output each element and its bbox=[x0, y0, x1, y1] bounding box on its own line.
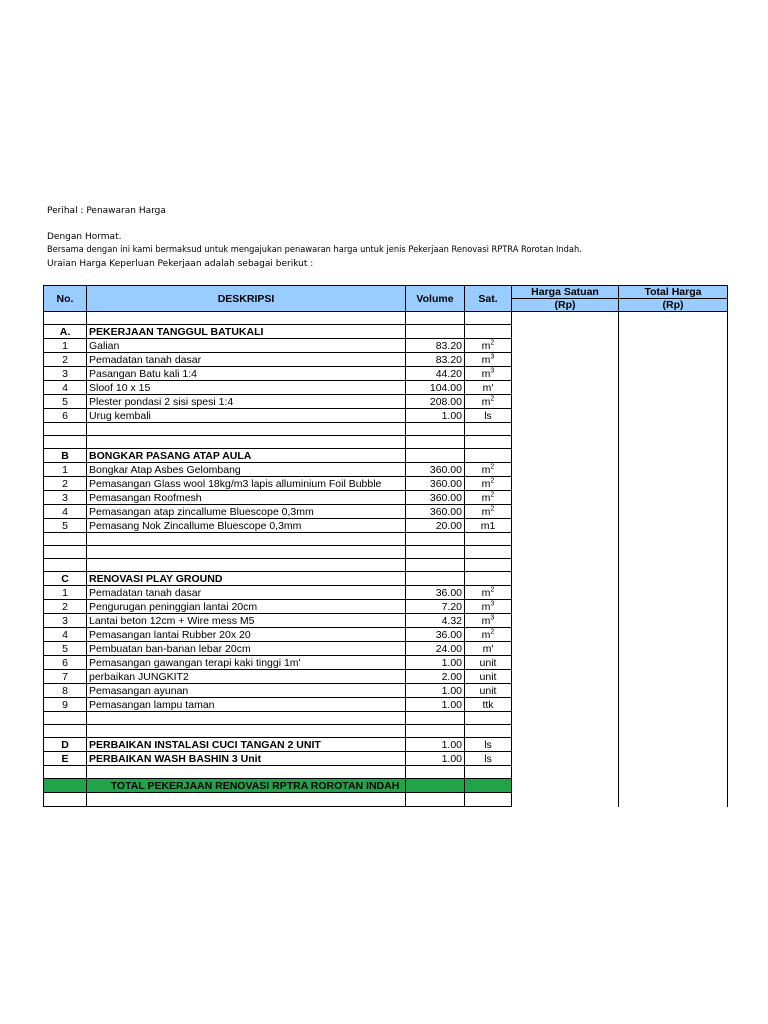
empty-cell bbox=[619, 533, 728, 546]
unit-cell bbox=[465, 395, 512, 409]
blank-row bbox=[44, 766, 728, 779]
total-price-cell bbox=[619, 779, 728, 793]
unit-price-cell bbox=[512, 449, 619, 463]
unit-text: m bbox=[481, 367, 491, 380]
item-volume: 104.00 bbox=[406, 381, 465, 395]
item-number: 2 bbox=[44, 600, 87, 614]
empty-cell bbox=[87, 766, 406, 779]
unit-price-cell bbox=[512, 642, 619, 656]
empty-cell bbox=[406, 449, 465, 463]
letter-salutation: Dengan Hormat. bbox=[47, 232, 122, 242]
section-title: PERBAIKAN INSTALASI CUCI TANGAN 2 UNIT bbox=[87, 738, 406, 752]
item-number: 1 bbox=[44, 463, 87, 477]
total-cell bbox=[44, 779, 87, 793]
item-description: Bongkar Atap Asbes Gelombang bbox=[87, 463, 406, 477]
item-number: 3 bbox=[44, 491, 87, 505]
item-number: 3 bbox=[44, 367, 87, 381]
unit-text: ls bbox=[484, 409, 492, 422]
total-price-cell bbox=[619, 572, 728, 586]
item-volume: 360.00 bbox=[406, 505, 465, 519]
unit-exponent: 2 bbox=[490, 586, 495, 593]
table-row bbox=[44, 381, 728, 395]
unit-text: m' bbox=[482, 381, 494, 394]
unit-price-cell bbox=[512, 752, 619, 766]
item-number: 1 bbox=[44, 339, 87, 353]
section-title: BONGKAR PASANG ATAP AULA bbox=[87, 449, 406, 463]
item-volume: 1.00 bbox=[406, 656, 465, 670]
unit-exponent: 3 bbox=[490, 353, 495, 360]
unit-cell bbox=[465, 628, 512, 642]
table-row bbox=[44, 491, 728, 505]
unit-cell bbox=[465, 367, 512, 381]
empty-cell bbox=[465, 546, 512, 559]
empty-cell bbox=[87, 712, 406, 725]
empty-cell bbox=[619, 712, 728, 725]
item-description: Pemasangan Roofmesh bbox=[87, 491, 406, 505]
empty-cell bbox=[465, 725, 512, 738]
total-price-cell bbox=[619, 325, 728, 339]
header-volume: Volume bbox=[406, 286, 465, 312]
section-number: E bbox=[44, 752, 87, 766]
item-number: 8 bbox=[44, 684, 87, 698]
blank-row bbox=[44, 533, 728, 546]
item-number: 6 bbox=[44, 656, 87, 670]
table-row bbox=[44, 463, 728, 477]
empty-cell bbox=[44, 793, 87, 807]
unit-text: m bbox=[481, 614, 491, 627]
unit-cell bbox=[465, 586, 512, 600]
table-row bbox=[44, 353, 728, 367]
table-row bbox=[44, 614, 728, 628]
total-price-cell bbox=[619, 656, 728, 670]
item-number: 4 bbox=[44, 628, 87, 642]
empty-cell bbox=[512, 533, 619, 546]
blank-row bbox=[44, 546, 728, 559]
section-title: PERBAIKAN WASH BASHIN 3 Unit bbox=[87, 752, 406, 766]
item-number: 4 bbox=[44, 381, 87, 395]
letter-paragraph-1: Bersama dengan ini kami bermaksud untuk mengajukan penawaran harga untuk jenis Pekerjaan Renovasi RPTRA Rorotan Indah. bbox=[47, 245, 582, 255]
item-volume: 1.00 bbox=[406, 684, 465, 698]
table-row bbox=[44, 395, 728, 409]
blank-row bbox=[44, 725, 728, 738]
empty-cell bbox=[406, 766, 465, 779]
unit-price-cell bbox=[512, 698, 619, 712]
empty-cell bbox=[512, 312, 619, 325]
total-price-cell bbox=[619, 628, 728, 642]
unit-price-cell bbox=[512, 491, 619, 505]
empty-cell bbox=[465, 766, 512, 779]
unit-text: m1 bbox=[480, 519, 496, 532]
section-header-row bbox=[44, 325, 728, 339]
empty-cell bbox=[87, 725, 406, 738]
unit-price-cell bbox=[512, 367, 619, 381]
empty-cell bbox=[44, 559, 87, 572]
unit-price-cell bbox=[512, 353, 619, 367]
unit-price-cell bbox=[512, 505, 619, 519]
header-total-harga-unit: (Rp) bbox=[619, 299, 728, 312]
item-volume: 83.20 bbox=[406, 339, 465, 353]
blank-row bbox=[44, 712, 728, 725]
item-description: Pembuatan ban-banan lebar 20cm bbox=[87, 642, 406, 656]
table-row bbox=[44, 670, 728, 684]
item-description: Urug kembali bbox=[87, 409, 406, 423]
letter-subject: Perihal : Penawaran Harga bbox=[47, 206, 166, 216]
total-price-cell bbox=[619, 409, 728, 423]
empty-cell bbox=[619, 546, 728, 559]
section-header-row bbox=[44, 572, 728, 586]
unit-text: m bbox=[481, 477, 491, 490]
unit-text: unit bbox=[479, 684, 497, 697]
empty-cell bbox=[87, 436, 406, 449]
item-description: Pemasangan lantai Rubber 20x 20 bbox=[87, 628, 406, 642]
total-price-cell bbox=[619, 698, 728, 712]
unit-cell: ls bbox=[465, 738, 512, 752]
unit-text: m' bbox=[482, 642, 494, 655]
total-price-cell bbox=[619, 367, 728, 381]
table-row bbox=[44, 698, 728, 712]
unit-price-cell bbox=[512, 670, 619, 684]
table-body bbox=[44, 312, 728, 807]
header-harga-satuan: Harga Satuan bbox=[512, 286, 619, 299]
total-price-cell bbox=[619, 449, 728, 463]
section-number: B bbox=[44, 449, 87, 463]
empty-cell bbox=[465, 572, 512, 586]
item-volume: 44.20 bbox=[406, 367, 465, 381]
total-price-cell bbox=[619, 463, 728, 477]
unit-price-cell bbox=[512, 463, 619, 477]
table-row bbox=[44, 477, 728, 491]
empty-cell bbox=[44, 423, 87, 436]
total-price-cell bbox=[619, 519, 728, 533]
letter-paragraph-2: Uraian Harga Keperluan Pekerjaan adalah sebagai berikut : bbox=[47, 259, 314, 269]
section-title: RENOVASI PLAY GROUND bbox=[87, 572, 406, 586]
unit-exponent: 2 bbox=[490, 395, 495, 402]
unit-exponent: 2 bbox=[490, 491, 495, 498]
unit-exponent: 2 bbox=[490, 505, 495, 512]
empty-cell bbox=[406, 312, 465, 325]
section-header-row bbox=[44, 738, 728, 752]
unit-exponent: 3 bbox=[490, 614, 495, 621]
unit-text: m bbox=[481, 600, 491, 613]
unit-cell bbox=[465, 409, 512, 423]
item-description: Pasangan Batu kali 1:4 bbox=[87, 367, 406, 381]
unit-cell: ls bbox=[465, 752, 512, 766]
total-price-cell bbox=[619, 477, 728, 491]
section-header-row bbox=[44, 449, 728, 463]
blank-row bbox=[44, 423, 728, 436]
unit-text: m bbox=[481, 463, 491, 476]
unit-cell bbox=[465, 698, 512, 712]
unit-exponent: 2 bbox=[490, 463, 495, 470]
unit-cell bbox=[465, 684, 512, 698]
item-description: Pemadatan tanah dasar bbox=[87, 586, 406, 600]
unit-cell bbox=[465, 614, 512, 628]
item-volume: 20.00 bbox=[406, 519, 465, 533]
unit-exponent: 3 bbox=[490, 367, 495, 374]
item-volume: 83.20 bbox=[406, 353, 465, 367]
empty-cell bbox=[406, 423, 465, 436]
header-sat: Sat. bbox=[465, 286, 512, 312]
table-row bbox=[44, 586, 728, 600]
empty-cell bbox=[619, 423, 728, 436]
section-title: PEKERJAAN TANGGUL BATUKALI bbox=[87, 325, 406, 339]
empty-cell bbox=[512, 546, 619, 559]
header-no: No. bbox=[44, 286, 87, 312]
empty-cell bbox=[87, 312, 406, 325]
empty-cell bbox=[619, 559, 728, 572]
unit-text: m bbox=[481, 339, 491, 352]
total-price-cell bbox=[619, 339, 728, 353]
unit-price-cell bbox=[512, 409, 619, 423]
unit-cell bbox=[465, 600, 512, 614]
empty-cell bbox=[406, 712, 465, 725]
unit-text: ttk bbox=[482, 698, 494, 711]
item-description: perbaikan JUNGKIT2 bbox=[87, 670, 406, 684]
unit-cell bbox=[465, 463, 512, 477]
unit-cell bbox=[465, 670, 512, 684]
item-volume: 360.00 bbox=[406, 491, 465, 505]
table-row bbox=[44, 367, 728, 381]
empty-cell bbox=[87, 793, 406, 807]
unit-text: m bbox=[481, 353, 491, 366]
total-price-cell bbox=[619, 395, 728, 409]
item-description: Pemasang Nok Zincallume Bluescope 0,3mm bbox=[87, 519, 406, 533]
empty-cell bbox=[406, 546, 465, 559]
item-volume: 208.00 bbox=[406, 395, 465, 409]
unit-price-cell bbox=[512, 684, 619, 698]
total-price-cell bbox=[619, 505, 728, 519]
unit-price-cell bbox=[512, 779, 619, 793]
item-volume: 7.20 bbox=[406, 600, 465, 614]
item-number: 5 bbox=[44, 395, 87, 409]
empty-cell bbox=[619, 312, 728, 325]
item-description: Sloof 10 x 15 bbox=[87, 381, 406, 395]
price-quote-table bbox=[43, 285, 728, 807]
total-price-cell bbox=[619, 600, 728, 614]
unit-exponent: 3 bbox=[490, 600, 495, 607]
empty-cell bbox=[512, 559, 619, 572]
table-row bbox=[44, 519, 728, 533]
total-cell bbox=[465, 779, 512, 793]
empty-cell bbox=[44, 725, 87, 738]
empty-cell bbox=[44, 436, 87, 449]
empty-cell bbox=[619, 793, 728, 807]
unit-exponent: 2 bbox=[490, 339, 495, 346]
item-number: 3 bbox=[44, 614, 87, 628]
total-price-cell bbox=[619, 586, 728, 600]
total-price-cell bbox=[619, 381, 728, 395]
unit-cell bbox=[465, 339, 512, 353]
unit-cell bbox=[465, 381, 512, 395]
item-volume: 36.00 bbox=[406, 628, 465, 642]
empty-cell bbox=[44, 546, 87, 559]
empty-cell bbox=[465, 423, 512, 436]
total-price-cell bbox=[619, 670, 728, 684]
unit-price-cell bbox=[512, 600, 619, 614]
unit-price-cell bbox=[512, 395, 619, 409]
unit-price-cell bbox=[512, 738, 619, 752]
unit-text: m bbox=[481, 586, 491, 599]
item-description: Pemasangan lampu taman bbox=[87, 698, 406, 712]
empty-cell bbox=[87, 546, 406, 559]
total-price-cell bbox=[619, 614, 728, 628]
empty-cell bbox=[465, 712, 512, 725]
empty-cell bbox=[406, 572, 465, 586]
item-number: 7 bbox=[44, 670, 87, 684]
empty-cell bbox=[465, 533, 512, 546]
total-price-cell bbox=[619, 353, 728, 367]
unit-price-cell bbox=[512, 519, 619, 533]
item-volume: 2.00 bbox=[406, 670, 465, 684]
unit-price-cell bbox=[512, 325, 619, 339]
item-number: 1 bbox=[44, 586, 87, 600]
empty-cell bbox=[87, 559, 406, 572]
item-description: Pemasangan ayunan bbox=[87, 684, 406, 698]
unit-cell bbox=[465, 519, 512, 533]
item-description: Pemasangan gawangan terapi kaki tinggi 1m' bbox=[87, 656, 406, 670]
header-deskripsi: DESKRIPSI bbox=[87, 286, 406, 312]
empty-cell bbox=[619, 766, 728, 779]
total-row bbox=[44, 779, 728, 793]
empty-cell bbox=[512, 793, 619, 807]
empty-cell bbox=[512, 766, 619, 779]
empty-cell bbox=[619, 725, 728, 738]
item-description: Lantai beton 12cm + Wire mess M5 bbox=[87, 614, 406, 628]
unit-exponent: 2 bbox=[490, 628, 495, 635]
item-description: Pengurugan peninggian lantai 20cm bbox=[87, 600, 406, 614]
item-description: Pemasangan Glass wool 18kg/m3 lapis alluminium Foil Bubble bbox=[87, 477, 406, 491]
item-description: Pemadatan tanah dasar bbox=[87, 353, 406, 367]
table-row bbox=[44, 642, 728, 656]
section-number: C bbox=[44, 572, 87, 586]
blank-row bbox=[44, 793, 728, 807]
unit-price-cell bbox=[512, 381, 619, 395]
unit-price-cell bbox=[512, 339, 619, 353]
unit-cell bbox=[465, 642, 512, 656]
empty-cell bbox=[465, 559, 512, 572]
table-row bbox=[44, 409, 728, 423]
empty-cell bbox=[406, 793, 465, 807]
empty-cell bbox=[87, 423, 406, 436]
unit-text: m bbox=[481, 628, 491, 641]
blank-row bbox=[44, 312, 728, 325]
empty-cell bbox=[619, 436, 728, 449]
empty-cell bbox=[406, 325, 465, 339]
unit-price-cell bbox=[512, 628, 619, 642]
empty-cell bbox=[465, 325, 512, 339]
unit-cell bbox=[465, 656, 512, 670]
item-volume: 24.00 bbox=[406, 642, 465, 656]
unit-price-cell bbox=[512, 477, 619, 491]
item-volume: 1.00 bbox=[406, 698, 465, 712]
item-number: 6 bbox=[44, 409, 87, 423]
item-volume: 1.00 bbox=[406, 752, 465, 766]
unit-cell bbox=[465, 353, 512, 367]
empty-cell bbox=[44, 312, 87, 325]
unit-price-cell bbox=[512, 656, 619, 670]
empty-cell bbox=[465, 312, 512, 325]
empty-cell bbox=[44, 533, 87, 546]
unit-price-cell bbox=[512, 614, 619, 628]
blank-row bbox=[44, 436, 728, 449]
unit-text: unit bbox=[479, 670, 497, 683]
empty-cell bbox=[465, 793, 512, 807]
item-volume: 360.00 bbox=[406, 463, 465, 477]
section-header-row bbox=[44, 752, 728, 766]
table-row bbox=[44, 656, 728, 670]
item-description: Pemasangan atap zincallume Bluescope 0,3mm bbox=[87, 505, 406, 519]
unit-cell bbox=[465, 477, 512, 491]
unit-price-cell bbox=[512, 586, 619, 600]
unit-text: m bbox=[481, 395, 491, 408]
empty-cell bbox=[512, 725, 619, 738]
empty-cell bbox=[44, 712, 87, 725]
section-number: D bbox=[44, 738, 87, 752]
empty-cell bbox=[87, 533, 406, 546]
item-description: Plester pondasi 2 sisi spesi 1:4 bbox=[87, 395, 406, 409]
header-total-harga: Total Harga bbox=[619, 286, 728, 299]
total-label: TOTAL PEKERJAAN RENOVASI RPTRA ROROTAN INDAH bbox=[87, 779, 406, 793]
unit-text: unit bbox=[479, 656, 497, 669]
item-volume: 4.32 bbox=[406, 614, 465, 628]
total-price-cell bbox=[619, 738, 728, 752]
item-number: 9 bbox=[44, 698, 87, 712]
item-volume: 1.00 bbox=[406, 738, 465, 752]
item-description: Galian bbox=[87, 339, 406, 353]
table-row bbox=[44, 600, 728, 614]
empty-cell bbox=[406, 436, 465, 449]
total-price-cell bbox=[619, 684, 728, 698]
empty-cell bbox=[512, 423, 619, 436]
empty-cell bbox=[406, 559, 465, 572]
table-row bbox=[44, 505, 728, 519]
unit-cell bbox=[465, 491, 512, 505]
empty-cell bbox=[44, 766, 87, 779]
item-number: 2 bbox=[44, 353, 87, 367]
item-volume: 360.00 bbox=[406, 477, 465, 491]
item-number: 4 bbox=[44, 505, 87, 519]
total-price-cell bbox=[619, 491, 728, 505]
empty-cell bbox=[512, 436, 619, 449]
unit-text: m bbox=[481, 505, 491, 518]
empty-cell bbox=[465, 449, 512, 463]
empty-cell bbox=[465, 436, 512, 449]
item-volume: 36.00 bbox=[406, 586, 465, 600]
item-number: 5 bbox=[44, 519, 87, 533]
unit-price-cell bbox=[512, 572, 619, 586]
unit-cell bbox=[465, 505, 512, 519]
item-number: 5 bbox=[44, 642, 87, 656]
table-row bbox=[44, 684, 728, 698]
unit-exponent: 2 bbox=[490, 477, 495, 484]
item-volume: 1.00 bbox=[406, 409, 465, 423]
empty-cell bbox=[512, 712, 619, 725]
table-row bbox=[44, 628, 728, 642]
total-price-cell bbox=[619, 752, 728, 766]
total-price-cell bbox=[619, 642, 728, 656]
table-row bbox=[44, 339, 728, 353]
empty-cell bbox=[406, 725, 465, 738]
item-number: 2 bbox=[44, 477, 87, 491]
header-harga-satuan-unit: (Rp) bbox=[512, 299, 619, 312]
blank-row bbox=[44, 559, 728, 572]
section-number: A. bbox=[44, 325, 87, 339]
total-cell bbox=[406, 779, 465, 793]
unit-text: m bbox=[481, 491, 491, 504]
empty-cell bbox=[406, 533, 465, 546]
